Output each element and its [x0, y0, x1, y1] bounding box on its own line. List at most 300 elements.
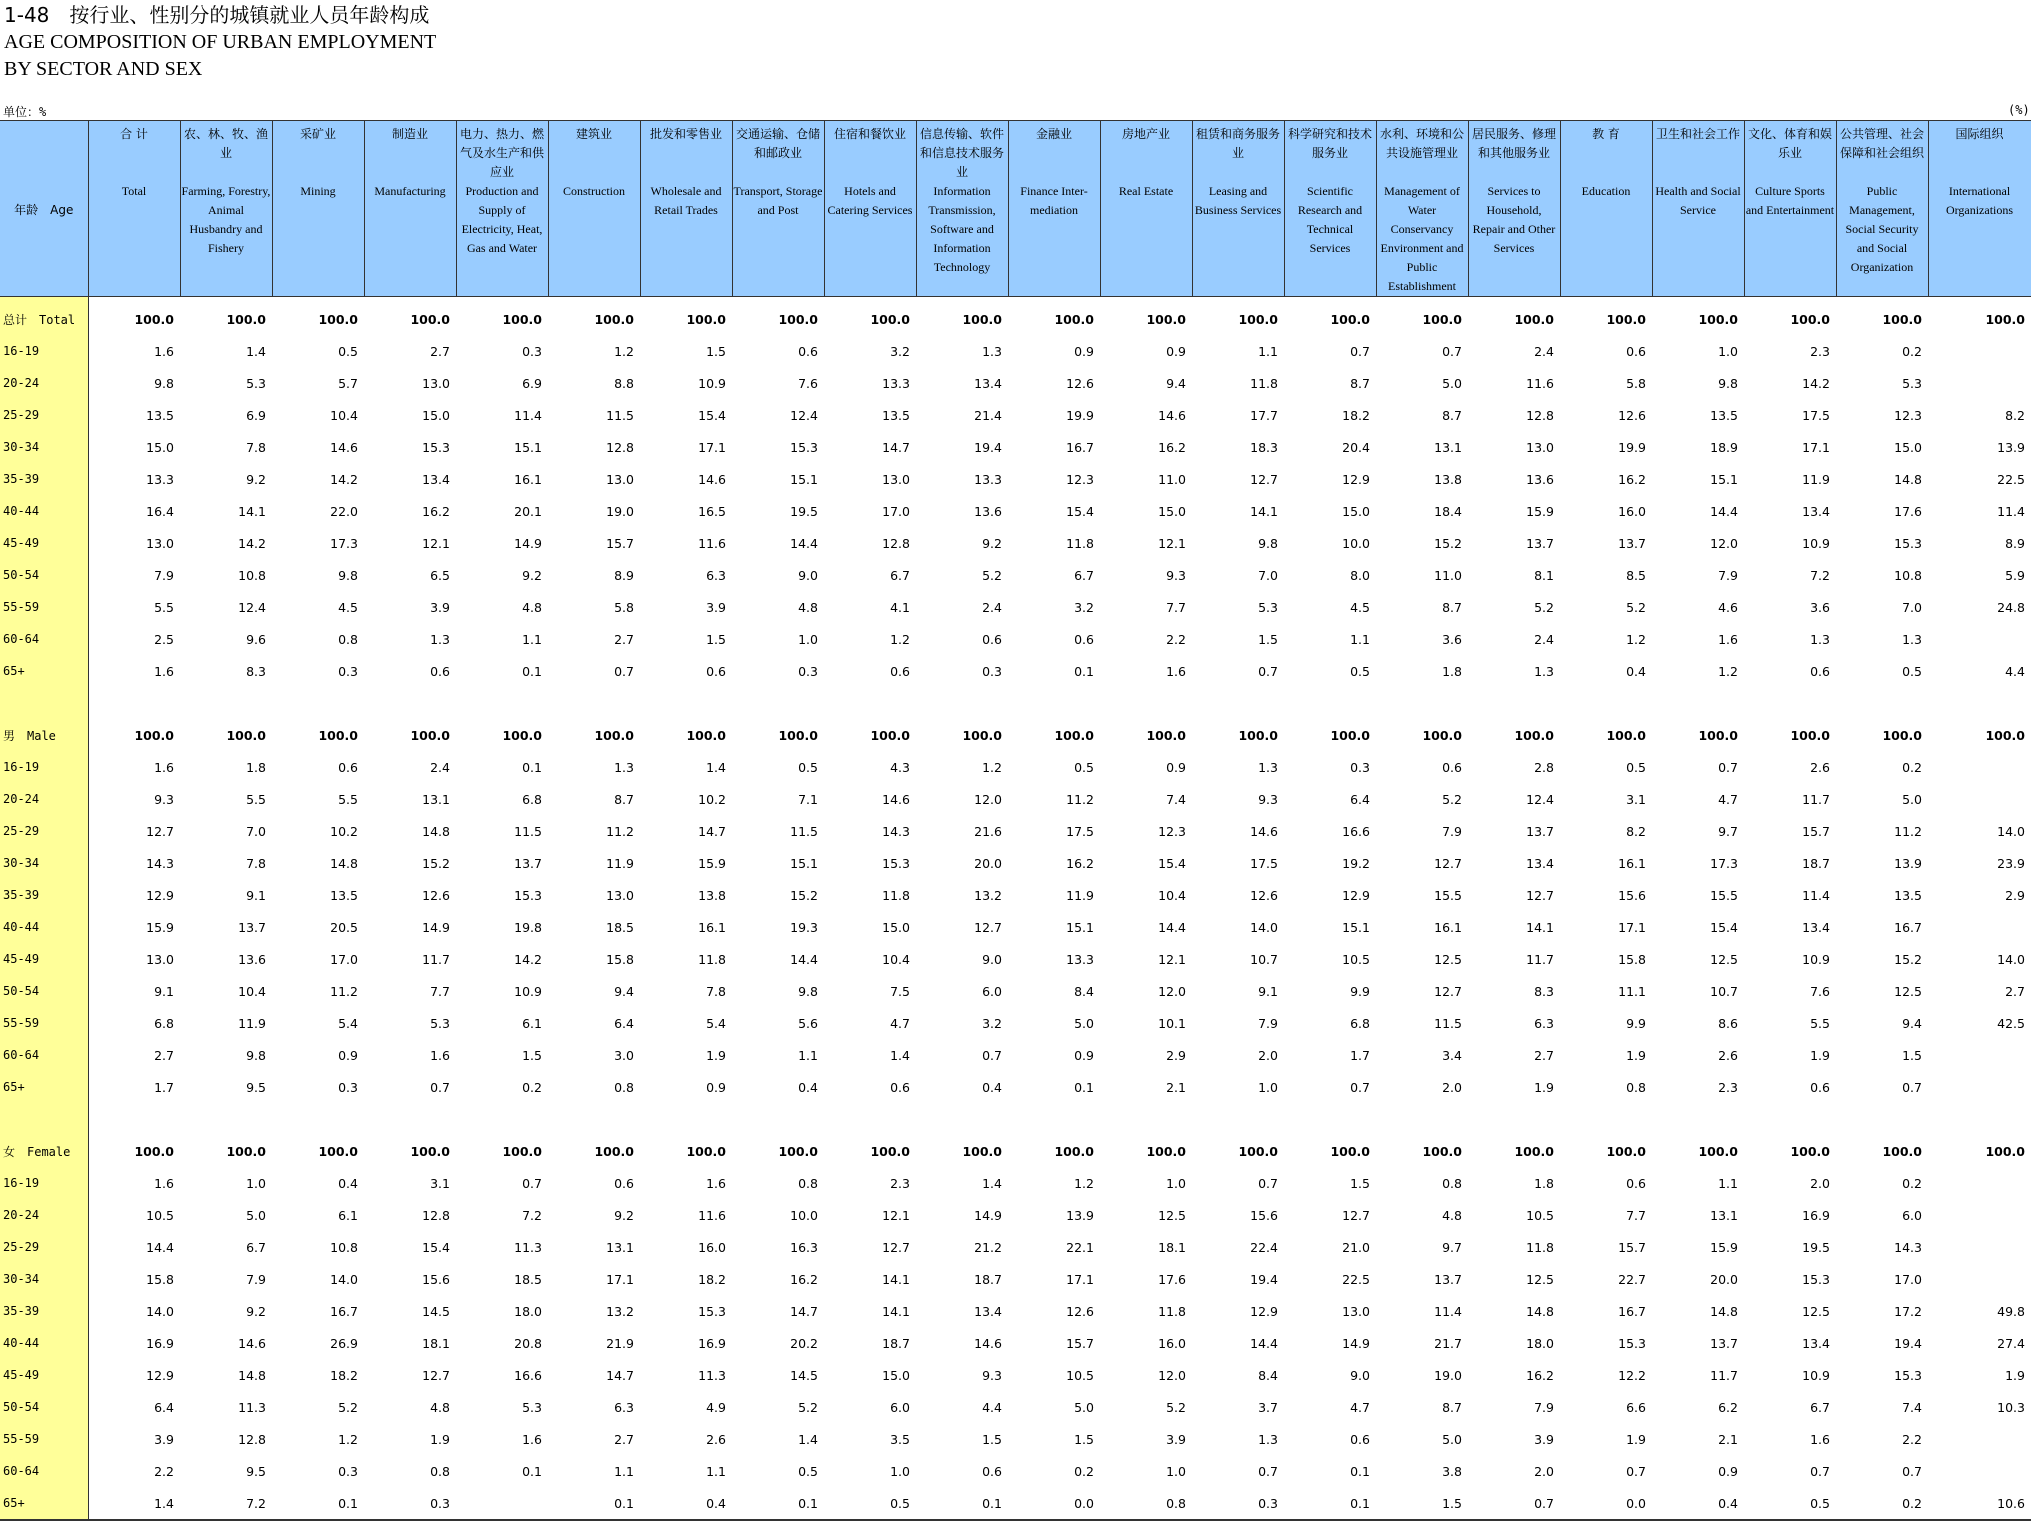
value-cell: 13.8 — [698, 887, 726, 903]
value-cell: 13.1 — [422, 791, 450, 807]
value-cell: 2.4 — [1534, 343, 1554, 359]
value-cell: 0.5 — [798, 1463, 818, 1479]
value-cell: 21.2 — [974, 1239, 1002, 1255]
age-cell: 35-39 — [0, 463, 88, 495]
value-cell: 9.5 — [246, 1463, 266, 1479]
value-cell: 7.2 — [180, 1487, 272, 1520]
column-header-en: Mining — [300, 184, 336, 198]
value-cell: 0.5 — [1074, 759, 1094, 775]
value-cell: 0.3 — [982, 663, 1002, 679]
value-cell: 2.2 — [154, 1463, 174, 1479]
value-cell: 10.9 — [514, 983, 542, 999]
value-cell: 100.0 — [1698, 727, 1738, 743]
value-cell: 6.7 — [890, 567, 910, 583]
value-cell: 2.6 — [706, 1431, 726, 1447]
value-cell: 7.9 — [154, 567, 174, 583]
value-cell: 13.9 — [1997, 439, 2025, 455]
empty-cell — [640, 1103, 732, 1135]
value-cell: 7.9 — [246, 1271, 266, 1287]
value-cell: 11.3 — [514, 1239, 542, 1255]
value-cell: 9.2 — [614, 1207, 634, 1223]
value-cell: 5.6 — [798, 1015, 818, 1031]
value-cell: 14.4 — [146, 1239, 174, 1255]
value-cell: 12.7 — [1434, 855, 1462, 871]
value-cell: 14.1 — [1526, 919, 1554, 935]
value-cell: 0.8 — [1626, 1079, 1646, 1095]
value-cell: 4.4 — [982, 1399, 1002, 1415]
value-cell — [1928, 1167, 2031, 1199]
value-cell: 16.0 — [698, 1239, 726, 1255]
column-header-cn: 公共管理、社会保障和社会组织 — [1839, 127, 1924, 160]
value-cell: 8.7 — [1442, 407, 1462, 423]
value-cell: 1.0 — [246, 1175, 266, 1191]
value-cell: 42.5 — [1997, 1015, 2025, 1031]
value-cell: 23.9 — [1997, 855, 2025, 871]
value-cell: 9.6 — [246, 631, 266, 647]
value-cell: 10.3 — [1997, 1399, 2025, 1415]
value-cell: 16.1 — [1434, 919, 1462, 935]
value-cell: 1.1 — [1350, 631, 1370, 647]
value-cell: 12.4 — [1526, 791, 1554, 807]
column-header-cn: 交通运输、仓储和邮政业 — [735, 127, 820, 160]
value-cell: 1.8 — [1534, 1175, 1554, 1191]
value-cell: 19.9 — [1618, 439, 1646, 455]
value-cell: 7.0 — [1258, 567, 1278, 583]
empty-cell — [272, 687, 364, 719]
column-header-cn: 住宿和餐饮业 — [833, 127, 906, 141]
value-cell: 5.3 — [430, 1015, 450, 1031]
value-cell: 100.0 — [1146, 727, 1186, 743]
value-cell: 100.0 — [870, 727, 910, 743]
value-cell: 0.5 — [1902, 663, 1922, 679]
value-cell: 1.9 — [1626, 1047, 1646, 1063]
value-cell: 8.7 — [1350, 375, 1370, 391]
value-cell: 0.6 — [890, 663, 910, 679]
value-cell — [1928, 1263, 2031, 1295]
age-cell: 35-39 — [0, 1295, 88, 1327]
age-cell: 55-59 — [0, 1423, 88, 1455]
value-cell: 7.9 — [1442, 823, 1462, 839]
value-cell: 17.6 — [1158, 1271, 1186, 1287]
column-header — [548, 121, 640, 297]
value-cell: 0.1 — [522, 663, 542, 679]
value-cell: 19.5 — [790, 503, 818, 519]
value-cell: 13.0 — [1342, 1303, 1370, 1319]
value-cell: 16.3 — [790, 1239, 818, 1255]
header-row — [0, 121, 2031, 297]
value-cell: 20.5 — [330, 919, 358, 935]
value-cell: 14.5 — [790, 1367, 818, 1383]
value-cell: 12.0 — [974, 791, 1002, 807]
value-cell: 3.9 — [1534, 1431, 1554, 1447]
value-cell: 100.0 — [1698, 311, 1738, 327]
value-cell: 100.0 — [1422, 1143, 1462, 1159]
value-cell: 9.3 — [154, 791, 174, 807]
value-cell: 15.9 — [146, 919, 174, 935]
table-row — [0, 297, 2031, 336]
age-cell — [0, 687, 88, 719]
value-cell: 100.0 — [962, 727, 1002, 743]
value-cell: 5.0 — [1074, 1399, 1094, 1415]
value-cell: 100.0 — [1882, 311, 1922, 327]
value-cell: 12.1 — [1158, 535, 1186, 551]
value-cell: 15.9 — [698, 855, 726, 871]
column-header-cn: 租赁和商务服务业 — [1195, 127, 1280, 160]
value-cell: 8.2 — [2005, 407, 2025, 423]
value-cell: 0.4 — [640, 1487, 732, 1520]
value-cell: 17.1 — [1066, 1271, 1094, 1287]
value-cell: 6.4 — [1350, 791, 1370, 807]
value-cell: 13.3 — [146, 471, 174, 487]
value-cell: 14.7 — [606, 1367, 634, 1383]
value-cell: 18.2 — [330, 1367, 358, 1383]
value-cell: 12.0 — [1710, 535, 1738, 551]
value-cell: 9.9 — [1626, 1015, 1646, 1031]
value-cell: 8.8 — [614, 375, 634, 391]
value-cell: 2.4 — [430, 759, 450, 775]
value-cell: 8.9 — [2005, 535, 2025, 551]
value-cell: 12.7 — [146, 823, 174, 839]
value-cell: 1.1 — [798, 1047, 818, 1063]
value-cell: 100.0 — [318, 1143, 358, 1159]
value-cell: 100.0 — [134, 727, 174, 743]
value-cell: 0.3 — [338, 1463, 358, 1479]
value-cell: 13.7 — [238, 919, 266, 935]
value-cell: 3.0 — [614, 1047, 634, 1063]
value-cell: 100.0 — [318, 727, 358, 743]
table-row — [0, 1327, 2031, 1359]
value-cell: 7.6 — [798, 375, 818, 391]
value-cell: 6.4 — [614, 1015, 634, 1031]
value-cell: 7.8 — [706, 983, 726, 999]
column-header-cn: 国际组织 — [1955, 127, 2004, 141]
column-header-cn: 居民服务、修理和其他服务业 — [1471, 127, 1556, 160]
value-cell: 18.1 — [1158, 1239, 1186, 1255]
age-cell: 40-44 — [0, 495, 88, 527]
value-cell: 5.2 — [982, 567, 1002, 583]
value-cell: 15.3 — [1802, 1271, 1830, 1287]
value-cell: 100.0 — [1146, 1143, 1186, 1159]
value-cell: 14.9 — [422, 919, 450, 935]
value-cell: 100.0 — [410, 1143, 450, 1159]
table-row — [0, 1135, 2031, 1167]
column-header-en: Total — [121, 184, 147, 198]
value-cell: 16.6 — [514, 1367, 542, 1383]
table-row — [0, 655, 2031, 687]
unit-label: 单位：% — [3, 105, 47, 119]
age-header-label: 年龄 Age — [14, 203, 74, 217]
value-cell: 4.6 — [1718, 599, 1738, 615]
column-header-cn: 水利、环境和公共设施管理业 — [1379, 127, 1464, 160]
value-cell: 9.7 — [1442, 1239, 1462, 1255]
value-cell: 0.7 — [1258, 1175, 1278, 1191]
value-cell: 0.6 — [1442, 759, 1462, 775]
value-cell: 14.3 — [146, 855, 174, 871]
value-cell: 1.0 — [1166, 1175, 1186, 1191]
age-cell: 55-59 — [0, 591, 88, 623]
value-cell: 100.0 — [226, 311, 266, 327]
age-cell: 50-54 — [0, 559, 88, 591]
value-cell: 10.9 — [1802, 1367, 1830, 1383]
value-cell: 13.7 — [1526, 535, 1554, 551]
empty-cell — [1468, 1103, 1560, 1135]
value-cell: 16.7 — [330, 1303, 358, 1319]
value-cell: 2.7 — [614, 1431, 634, 1447]
value-cell: 10.4 — [330, 407, 358, 423]
value-cell: 13.0 — [1526, 439, 1554, 455]
value-cell: 2.3 — [1810, 343, 1830, 359]
value-cell: 6.5 — [430, 567, 450, 583]
column-header-en: Information Transmission, Software and Information Technology — [928, 184, 996, 274]
value-cell: 100.0 — [594, 1143, 634, 1159]
value-cell: 11.0 — [1434, 567, 1462, 583]
value-cell: 11.4 — [1434, 1303, 1462, 1319]
value-cell: 17.1 — [1618, 919, 1646, 935]
value-cell: 12.1 — [882, 1207, 910, 1223]
value-cell: 0.7 — [1258, 663, 1278, 679]
value-cell: 13.4 — [974, 375, 1002, 391]
value-cell: 6.7 — [1074, 567, 1094, 583]
value-cell — [1928, 1199, 2031, 1231]
table-row — [0, 1007, 2031, 1039]
value-cell: 21.4 — [974, 407, 1002, 423]
value-cell: 16.4 — [146, 503, 174, 519]
value-cell: 2.7 — [1534, 1047, 1554, 1063]
value-cell: 11.5 — [606, 407, 634, 423]
value-cell: 7.7 — [1626, 1207, 1646, 1223]
table-row — [0, 559, 2031, 591]
value-cell: 100.0 — [1330, 727, 1370, 743]
age-cell: 60-64 — [0, 1039, 88, 1071]
value-cell: 8.0 — [1350, 567, 1370, 583]
value-cell: 10.8 — [238, 567, 266, 583]
value-cell: 11.8 — [1250, 375, 1278, 391]
value-cell: 14.0 — [1997, 823, 2025, 839]
value-cell: 1.6 — [154, 1175, 174, 1191]
value-cell: 2.6 — [1810, 759, 1830, 775]
value-cell: 16.2 — [422, 503, 450, 519]
value-cell: 100.0 — [1790, 727, 1830, 743]
value-cell: 3.9 — [706, 599, 726, 615]
empty-cell — [88, 687, 180, 719]
value-cell: 15.3 — [698, 1303, 726, 1319]
value-cell: 1.5 — [1376, 1487, 1468, 1520]
value-cell: 11.9 — [1066, 887, 1094, 903]
column-header — [1284, 121, 1376, 297]
value-cell: 12.4 — [238, 599, 266, 615]
value-cell: 0.2 — [1074, 1463, 1094, 1479]
value-cell: 17.0 — [1894, 1271, 1922, 1287]
value-cell: 16.2 — [1066, 855, 1094, 871]
value-cell: 13.9 — [1894, 855, 1922, 871]
value-cell: 13.3 — [882, 375, 910, 391]
empty-cell — [1008, 687, 1100, 719]
value-cell: 9.1 — [1258, 983, 1278, 999]
empty-cell — [824, 687, 916, 719]
empty-cell — [88, 1103, 180, 1135]
value-cell: 12.7 — [1434, 983, 1462, 999]
value-cell: 2.9 — [1166, 1047, 1186, 1063]
value-cell: 9.1 — [154, 983, 174, 999]
column-header-en: Farming, Forestry, Animal Husbandry and Fishery — [181, 184, 271, 255]
value-cell: 17.1 — [1802, 439, 1830, 455]
table-row — [0, 847, 2031, 879]
value-cell: 5.0 — [1902, 791, 1922, 807]
value-cell: 21.9 — [606, 1335, 634, 1351]
value-cell: 9.8 — [154, 375, 174, 391]
value-cell: 100.0 — [1790, 1143, 1830, 1159]
value-cell: 0.4 — [982, 1079, 1002, 1095]
empty-cell — [1836, 1103, 1928, 1135]
value-cell: 8.7 — [1442, 599, 1462, 615]
value-cell: 0.6 — [1350, 1431, 1370, 1447]
age-cell — [0, 1103, 88, 1135]
value-cell: 22.5 — [1997, 471, 2025, 487]
value-cell: 17.1 — [606, 1271, 634, 1287]
value-cell: 0.3 — [338, 1079, 358, 1095]
value-cell: 8.7 — [614, 791, 634, 807]
empty-cell — [1376, 687, 1468, 719]
value-cell: 9.8 — [1718, 375, 1738, 391]
value-cell: 8.3 — [1534, 983, 1554, 999]
value-cell: 14.3 — [882, 823, 910, 839]
age-column-header — [0, 121, 88, 297]
value-cell: 0.6 — [1074, 631, 1094, 647]
value-cell: 2.2 — [1902, 1431, 1922, 1447]
value-cell: 12.6 — [1618, 407, 1646, 423]
age-cell: 25-29 — [0, 1231, 88, 1263]
value-cell: 100.0 — [1330, 1143, 1370, 1159]
value-cell: 5.5 — [154, 599, 174, 615]
value-cell: 12.3 — [1894, 407, 1922, 423]
value-cell: 13.7 — [1526, 823, 1554, 839]
value-cell: 16.1 — [514, 471, 542, 487]
value-cell: 13.6 — [238, 951, 266, 967]
value-cell: 11.3 — [698, 1367, 726, 1383]
value-cell: 1.1 — [614, 1463, 634, 1479]
value-cell: 0.2 — [1902, 343, 1922, 359]
value-cell: 16.9 — [698, 1335, 726, 1351]
value-cell: 11.6 — [1526, 375, 1554, 391]
value-cell: 16.2 — [1618, 471, 1646, 487]
value-cell: 12.5 — [1710, 951, 1738, 967]
value-cell: 11.9 — [238, 1015, 266, 1031]
value-cell: 13.1 — [606, 1239, 634, 1255]
value-cell: 0.7 — [982, 1047, 1002, 1063]
value-cell: 22.4 — [1250, 1239, 1278, 1255]
column-header — [1928, 121, 2031, 297]
value-cell: 10.9 — [698, 375, 726, 391]
value-cell: 1.2 — [338, 1431, 358, 1447]
value-cell: 10.7 — [1250, 951, 1278, 967]
value-cell: 15.6 — [422, 1271, 450, 1287]
value-cell: 15.2 — [422, 855, 450, 871]
value-cell: 10.4 — [1158, 887, 1186, 903]
value-cell: 19.8 — [514, 919, 542, 935]
value-cell: 16.0 — [1158, 1335, 1186, 1351]
value-cell: 11.7 — [1526, 951, 1554, 967]
value-cell: 0.9 — [1166, 759, 1186, 775]
value-cell: 0.1 — [548, 1487, 640, 1520]
empty-cell — [548, 1103, 640, 1135]
value-cell: 13.1 — [1710, 1207, 1738, 1223]
value-cell: 20.0 — [1710, 1271, 1738, 1287]
value-cell: 4.8 — [430, 1399, 450, 1415]
value-cell: 18.5 — [514, 1271, 542, 1287]
value-cell: 15.8 — [1618, 951, 1646, 967]
value-cell: 8.2 — [1626, 823, 1646, 839]
value-cell: 13.5 — [1894, 887, 1922, 903]
value-cell: 1.6 — [1718, 631, 1738, 647]
value-cell: 19.0 — [1434, 1367, 1462, 1383]
empty-cell — [548, 687, 640, 719]
value-cell: 13.2 — [974, 887, 1002, 903]
value-cell: 13.8 — [1434, 471, 1462, 487]
value-cell: 7.9 — [1258, 1015, 1278, 1031]
value-cell: 13.5 — [330, 887, 358, 903]
value-cell: 0.1 — [732, 1487, 824, 1520]
value-cell: 9.5 — [246, 1079, 266, 1095]
age-cell: 30-34 — [0, 847, 88, 879]
value-cell: 13.4 — [1802, 503, 1830, 519]
value-cell: 1.9 — [2005, 1367, 2025, 1383]
value-cell: 5.4 — [706, 1015, 726, 1031]
age-cell: 65+ — [0, 655, 88, 687]
value-cell: 2.8 — [1534, 759, 1554, 775]
value-cell: 11.4 — [514, 407, 542, 423]
age-cell: 55-59 — [0, 1007, 88, 1039]
value-cell: 26.9 — [330, 1335, 358, 1351]
value-cell: 1.3 — [1902, 631, 1922, 647]
value-cell: 0.7 — [1718, 759, 1738, 775]
value-cell: 7.2 — [522, 1207, 542, 1223]
age-cell: 女 Female — [0, 1135, 88, 1167]
value-cell: 10.9 — [1802, 951, 1830, 967]
value-cell: 12.8 — [422, 1207, 450, 1223]
value-cell: 12.6 — [1066, 375, 1094, 391]
value-cell: 12.3 — [1158, 823, 1186, 839]
empty-cell — [1284, 1103, 1376, 1135]
value-cell: 14.0 — [1997, 951, 2025, 967]
column-header — [1192, 121, 1284, 297]
value-cell: 9.8 — [798, 983, 818, 999]
value-cell: 1.3 — [982, 343, 1002, 359]
value-cell: 100.0 — [1606, 1143, 1646, 1159]
value-cell: 19.3 — [790, 919, 818, 935]
value-cell: 22.0 — [330, 503, 358, 519]
empty-cell — [732, 687, 824, 719]
value-cell: 2.0 — [1810, 1175, 1830, 1191]
table-row — [0, 623, 2031, 655]
value-cell: 3.9 — [430, 599, 450, 615]
value-cell: 0.9 — [706, 1079, 726, 1095]
value-cell: 15.0 — [882, 919, 910, 935]
value-cell: 18.2 — [698, 1271, 726, 1287]
value-cell: 9.2 — [246, 471, 266, 487]
value-cell: 0.3 — [798, 663, 818, 679]
value-cell: 1.8 — [1442, 663, 1462, 679]
value-cell: 4.5 — [338, 599, 358, 615]
value-cell: 9.8 — [338, 567, 358, 583]
value-cell: 10.2 — [330, 823, 358, 839]
empty-cell — [916, 1103, 1008, 1135]
title-cn: 1-48 按行业、性别分的城镇就业人员年龄构成 — [4, 3, 430, 27]
value-cell: 0.3 — [1192, 1487, 1284, 1520]
empty-cell — [1560, 687, 1652, 719]
table-row — [0, 879, 2031, 911]
empty-cell — [640, 687, 732, 719]
value-cell: 14.6 — [1250, 823, 1278, 839]
